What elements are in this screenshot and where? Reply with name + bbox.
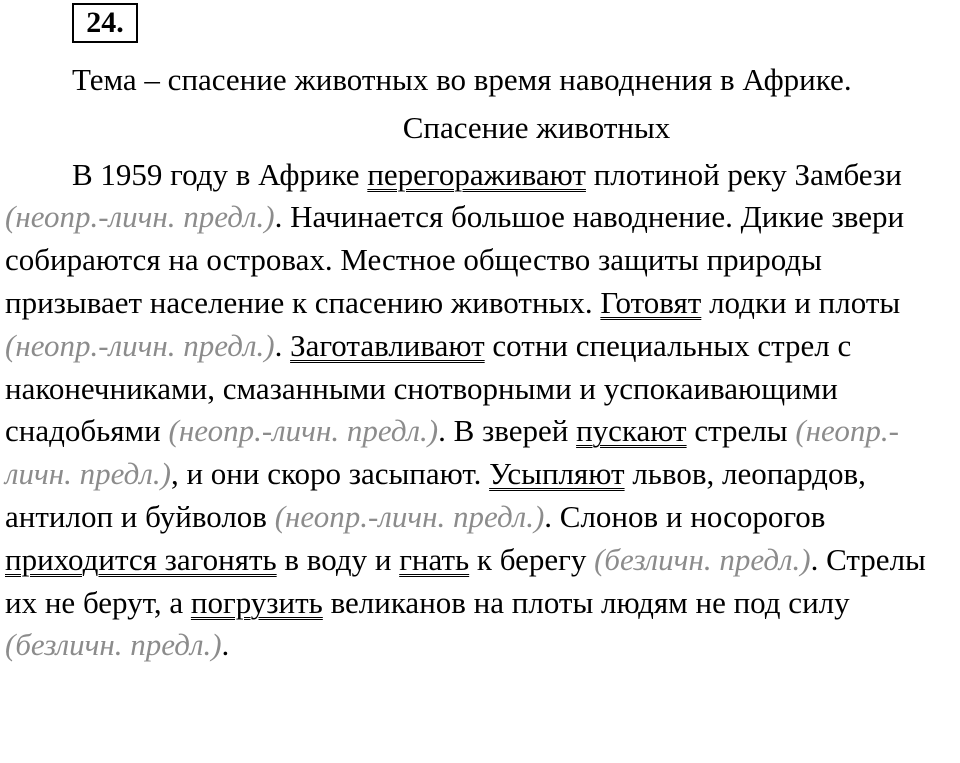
text-fragment: львов, леопардов, антилоп и буйволов — [5, 456, 866, 534]
sentence-type-note: (безличн. предл.) — [5, 627, 222, 663]
predicate-underlined: гнать — [399, 541, 470, 577]
text-fragment: . В зверей — [438, 413, 577, 449]
exercise-content — [5, 59, 958, 667]
main-paragraph — [5, 154, 958, 668]
text-fragment: плотиной реку Замбези — [585, 156, 902, 192]
predicate-underlined: погрузить — [190, 584, 323, 620]
text-fragment: . Слонов и носорогов — [544, 498, 826, 534]
theme-line: Тема – спасение животных во время наводнения в Африке. — [72, 62, 852, 97]
sentence-type-note: (неопр.-личн. предл.) — [5, 327, 275, 363]
text-fragment: . — [221, 627, 230, 663]
predicate-underlined: Заготавливают — [290, 327, 485, 363]
text-fragment: лодки и плоты — [701, 284, 901, 320]
text-fragment: , и они скоро засыпают. — [170, 456, 490, 492]
text-title: Спасение животных — [402, 109, 671, 145]
text-fragment: В 1959 году в Африке — [72, 156, 368, 192]
predicate-underlined: Усыпляют — [489, 456, 625, 492]
predicate-underlined: приходится загонять — [5, 541, 277, 577]
predicate-underlined: Готовят — [600, 284, 702, 320]
text-fragment: к берегу — [469, 541, 595, 577]
sentence-type-note: (неопр.-личн. предл.) — [5, 199, 275, 235]
text-fragment: в воду и — [276, 541, 400, 577]
predicate-underlined: перегораживают — [367, 156, 586, 192]
sentence-type-note: (неопр.-личн. предл.) — [5, 413, 899, 492]
text-fragment: . Начинается большое наводнение. Дикие звери собираются на островах. Местное общество защиты природы призывает население к спасению животных. — [5, 199, 905, 320]
sentence-type-note: (неопр.-личн. предл.) — [168, 413, 439, 449]
text-fragment: стрелы — [686, 413, 796, 449]
text-fragment: великанов на плоты людям не под силу — [322, 584, 850, 620]
text-fragment: сотни специальных стрел с наконечниками, смазанными снотворными и успокаивающими снадобьями — [5, 327, 852, 449]
sentence-type-note: (безличн. предл.) — [594, 541, 811, 577]
exercise-number-badge: 24. — [72, 3, 138, 43]
text-fragment: . — [274, 327, 291, 363]
predicate-underlined: пускают — [576, 413, 687, 449]
sentence-type-note: (неопр.-личн. предл.) — [274, 498, 545, 534]
text-fragment: . Стрелы их не берут, а — [5, 541, 926, 620]
